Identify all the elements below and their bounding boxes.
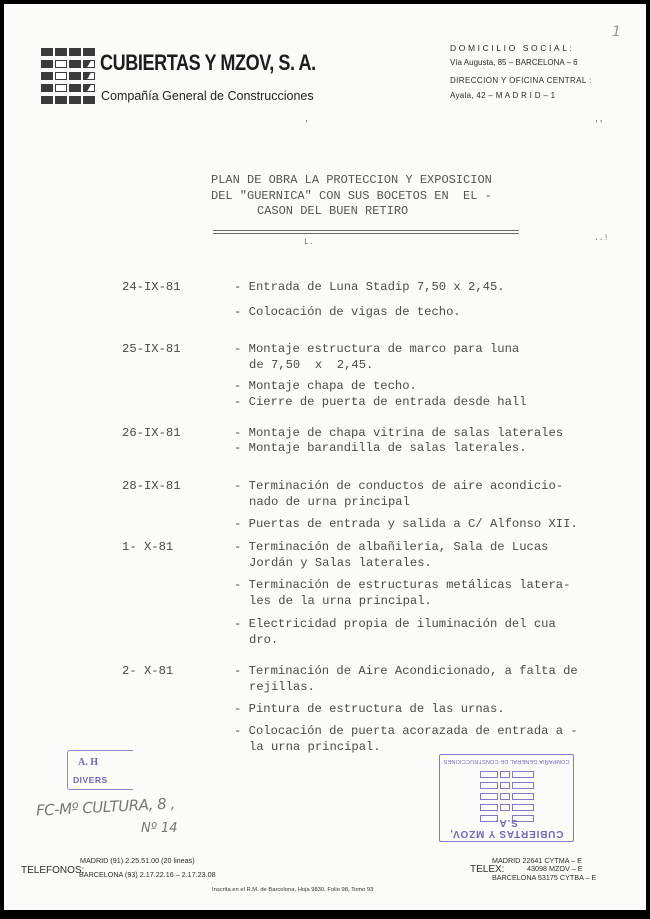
schedule-item-continuation: dro. (249, 633, 279, 647)
schedule-date: 25-IX-81 (122, 342, 181, 356)
stray-mark: ' (304, 120, 309, 129)
schedule-item: - Pintura de estructura de las urnas. (234, 702, 505, 716)
telefonos-label: TELEFONOS: (21, 865, 85, 876)
schedule-item: - Montaje de chapa vitrina de salas laterales (234, 426, 564, 440)
company-name: CUBIERTAS Y MZOV, S. A. (100, 50, 316, 75)
document-title-line-3: CASON DEL BUEN RETIRO (257, 204, 409, 218)
schedule-item-continuation: de 7,50 x 2,45. (249, 358, 374, 372)
schedule-date: 28-IX-81 (122, 479, 181, 493)
title-underline-divider (213, 230, 519, 234)
telex-label: TELEX: (470, 864, 505, 875)
schedule-item: - Montaje estructura de marco para luna (234, 342, 520, 356)
telex-barcelona: BARCELONA 53175 CYTBA – E (492, 873, 597, 882)
schedule-item: - Terminación de conductos de aire acondicio- (234, 479, 564, 493)
schedule-item: - Cierre de puerta de entrada desde hall (234, 395, 527, 409)
schedule-item-continuation: rejillas. (249, 680, 315, 694)
schedule-item: - Montaje chapa de techo. (234, 379, 417, 393)
schedule-item: - Colocación de puerta acorazada de entrada a - (234, 724, 578, 738)
telefono-barcelona: BARCELONA (93) 2.17.22.16 – 2.17.23.08 (79, 870, 216, 879)
registry-note: Inscrita en el R.M. de Barcelona, Hoja 9830, Folio 98, Tomo 93 (212, 887, 374, 893)
schedule-item: - Electricidad propia de iluminación del cua (234, 617, 556, 631)
stray-mark: '' (594, 120, 604, 129)
archive-stamp-line-2: DIVERS (73, 775, 108, 785)
schedule-item: - Colocación de vigas de techo. (234, 305, 461, 319)
company-subtitle: Compañía General de Construcciones (101, 89, 314, 103)
telefono-madrid: MADRID (91) 2.25.51.00 (20 lineas) (80, 856, 195, 865)
schedule-item-continuation: nado de urna principal (249, 495, 410, 509)
schedule-item-continuation: Jordán y Salas laterales. (249, 556, 432, 570)
domicilio-address: Vía Augusta, 85 – BARCELONA – 6 (450, 58, 578, 67)
telex-madrid-1: MADRID 22641 CYTMA – E (492, 856, 582, 865)
schedule-item-continuation: les de la urna principal. (249, 594, 432, 608)
schedule-date: 26-IX-81 (122, 426, 181, 440)
company-logo-icon (41, 48, 95, 106)
schedule-item: - Terminación de Aire Acondicionado, a falta de (234, 664, 578, 678)
schedule-date: 1- X-81 (122, 540, 174, 554)
document-page (4, 4, 646, 910)
schedule-item: - Montaje barandilla de salas laterales. (234, 441, 527, 455)
handwritten-number: Nº 14 (141, 821, 178, 836)
stray-mark: ..! (594, 234, 609, 243)
schedule-date: 24-IX-81 (122, 280, 181, 294)
company-stamp (439, 754, 574, 842)
schedule-item: - Entrada de Luna Stadip 7,50 x 2,45. (234, 280, 505, 294)
schedule-item: - Terminación de estructuras metálicas latera- (234, 578, 571, 592)
document-title-line-2: DEL "GUERNICA" CON SUS BOCETOS EN EL - (211, 189, 492, 203)
company-stamp-bottom-text: CUBIERTAS Y MZOV, S.A. (449, 817, 564, 839)
telex-madrid-2: 43098 MZOV – E (527, 864, 583, 873)
document-title-line-1: PLAN DE OBRA LA PROTECCION Y EXPOSICION (211, 173, 492, 187)
archive-stamp (67, 750, 133, 790)
pencil-page-number: 1 (612, 24, 621, 40)
handwritten-reference: FC-Mº CULTURA, 8 , (35, 794, 176, 820)
stray-mark: L. (304, 238, 314, 247)
domicilio-heading: DOMICILIO SOCIAL: (450, 43, 575, 53)
direccion-address: Ayala, 42 – M A D R I D – 1 (450, 91, 556, 100)
schedule-item: - Puertas de entrada y salida a C/ Alfonso XII. (234, 517, 578, 531)
schedule-item-continuation: la urna principal. (249, 740, 381, 754)
schedule-date: 2- X-81 (122, 664, 174, 678)
schedule-item: - Terminación de albañileria, Sala de Lucas (234, 540, 549, 554)
archive-stamp-line-1: A. H (78, 757, 98, 768)
company-stamp-top-text: COMPAÑIA GENERAL DE CONSTRUCCIONES (443, 758, 570, 764)
direccion-heading: DIRECCION Y OFICINA CENTRAL : (450, 76, 592, 85)
